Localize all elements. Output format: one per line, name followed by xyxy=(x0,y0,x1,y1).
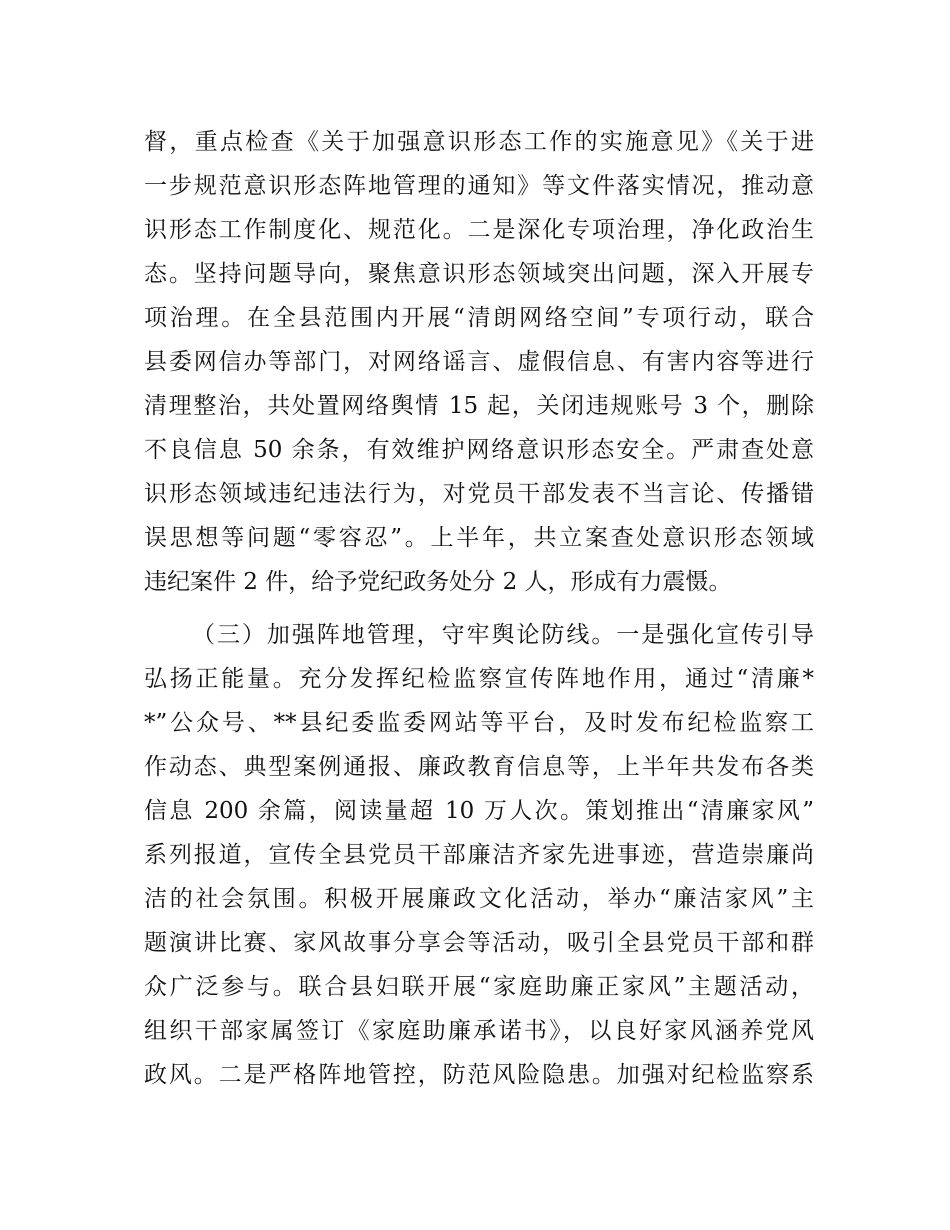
text-line: 督，重点检查《关于加强意识形态工作的实施意见》《关于进 xyxy=(144,129,814,155)
text-line: 作动态、典型案例通报、廉政教育信息等，上半年共发布各类 xyxy=(144,754,814,780)
text-line: 政风。二是严格阵地管控，防范风险隐患。加强对纪检监察系 xyxy=(144,1062,814,1088)
text-line: 系列报道，宣传全县党员干部廉洁齐家先进事迹，营造崇廉尚 xyxy=(144,842,814,868)
text-line: 识形态工作制度化、规范化。二是深化专项治理，净化政治生 xyxy=(144,217,814,243)
text-line: 误思想等问题“零容忍”。上半年，共立案查处意识形态领域 xyxy=(144,525,814,551)
text-line: 信息 200 余篇，阅读量超 10 万人次。策划推出“清廉家风” xyxy=(144,798,814,824)
text-line: 清理整治，共处置网络舆情 15 起，关闭违规账号 3 个，删除 xyxy=(144,393,814,419)
text-line: *”公众号、**县纪委监委网站等平台，及时发布纪检监察工 xyxy=(144,710,814,736)
text-line: 众广泛参与。联合县妇联开展“家庭助廉正家风”主题活动， xyxy=(144,974,814,1000)
text-line: 一步规范意识形态阵地管理的通知》等文件落实情况，推动意 xyxy=(144,173,814,199)
text-line: 识形态领域违纪违法行为，对党员干部发表不当言论、传播错 xyxy=(144,481,814,507)
text-line: 不良信息 50 余条，有效维护网络意识形态安全。严肃查处意 xyxy=(144,437,814,463)
text-line: 项治理。在全县范围内开展“清朗网络空间”专项行动，联合 xyxy=(144,305,814,331)
text-line: 洁的社会氛围。积极开展廉政文化活动，举办“廉洁家风”主 xyxy=(144,886,814,912)
text-line: 弘扬正能量。充分发挥纪检监察宣传阵地作用，通过“清廉* xyxy=(144,666,814,692)
text-line: 县委网信办等部门，对网络谣言、虚假信息、有害内容等进行 xyxy=(144,349,814,375)
paragraph-last-line: 违纪案件 2 件，给予党纪政务处分 2 人，形成有力震慑。 xyxy=(144,569,732,595)
text-line: 题演讲比赛、家风故事分享会等活动，吸引全县党员干部和群 xyxy=(144,930,814,956)
text-line: 组织干部家属签订《家庭助廉承诺书》，以良好家风涵养党风 xyxy=(144,1018,814,1044)
section-heading-line: （三）加强阵地管理，守牢舆论防线。一是强化宣传引导 xyxy=(192,622,814,648)
text-line: 态。坚持问题导向，聚焦意识形态领域突出问题，深入开展专 xyxy=(144,261,814,287)
